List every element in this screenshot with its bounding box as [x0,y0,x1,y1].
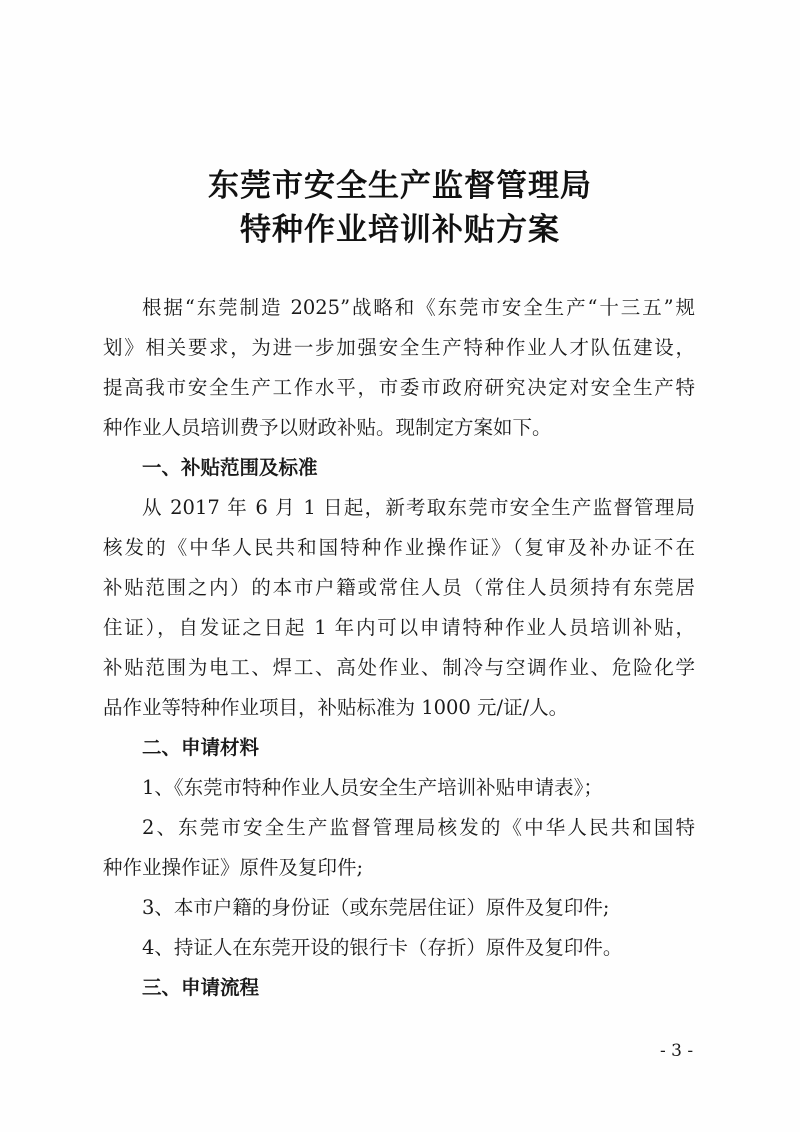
section-1-line-6: 品作业等特种作业项目，补贴标准为 1000 元/证/人。 [103,696,569,719]
section-1-line-3: 补贴范围之内）的本市户籍或常住人员（常住人员须持有东莞居 [103,576,695,599]
section-2-item-1: 1、《东莞市特种作业人员安全生产培训补贴申请表》； [142,776,603,799]
section-2-item-2-line-1: 2、东莞市安全生产监督管理局核发的《中华人民共和国特 [142,816,695,839]
intro-line-1: 根据“东莞制造 2025”战略和《东莞市安全生产“十三五”规 [142,296,695,319]
page-number: - 3 - [660,1041,694,1061]
document-title-line-1: 东莞市安全生产监督管理局 [208,168,592,204]
intro-line-4: 种作业人员培训费予以财政补贴。现制定方案如下。 [103,416,552,439]
section-2-item-2-line-2: 种作业操作证》原件及复印件; [103,856,364,879]
intro-line-2: 划》相关要求，为进一步加强安全生产特种作业人才队伍建设， [103,336,695,359]
section-2-item-4: 4、持证人在东莞开设的银行卡（存折）原件及复印件。 [142,936,623,959]
section-3-heading: 三、申请流程 [142,976,260,999]
section-2-heading: 二、申请材料 [142,736,260,759]
section-1-line-1: 从 2017 年 6 月 1 日起，新考取东莞市安全生产监督管理局 [142,496,695,519]
section-2-item-3: 3、本市户籍的身份证（或东莞居住证）原件及复印件; [142,896,610,919]
intro-line-3: 提高我市安全生产工作水平，市委市政府研究决定对安全生产特 [103,376,695,399]
section-1-line-4: 住证），自发证之日起 1 年内可以申请特种作业人员培训补贴， [103,616,695,639]
document-title-line-2: 特种作业培训补贴方案 [240,212,560,248]
section-1-line-5: 补贴范围为电工、焊工、高处作业、制冷与空调作业、危险化学 [103,656,695,679]
section-1-heading: 一、补贴范围及标准 [142,456,318,479]
section-1-line-2: 核发的《中华人民共和国特种作业操作证》（复审及补办证不在 [103,536,695,559]
